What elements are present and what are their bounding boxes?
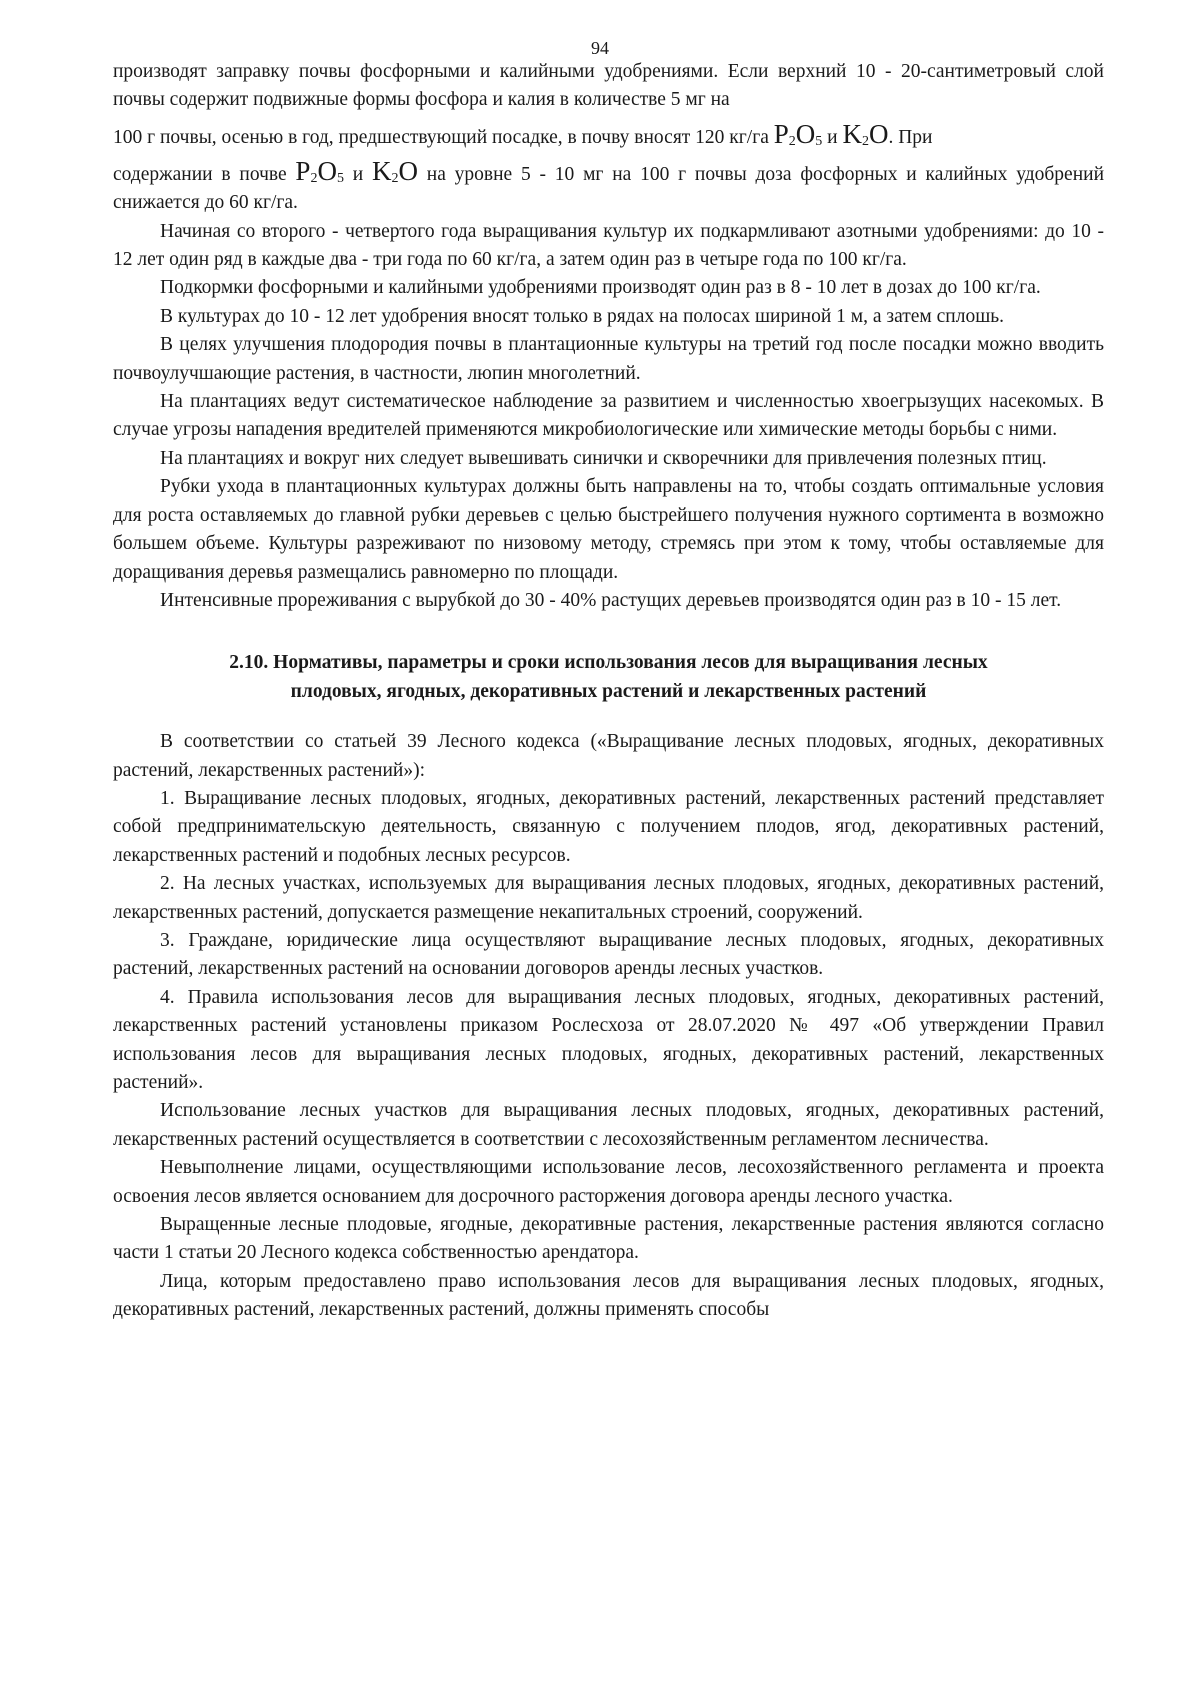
paragraph: Интенсивные прореживания с вырубкой до 30 - 40% растущих деревьев производятся один раз в 10 - 15 лет. xyxy=(160,589,1062,611)
paragraph: Выращенные лесные плодовые, ягодные, декоративные растения, лекарственные растения являются согласно части 1 статьи 20 Лесного кодекса собственностью арендатора. xyxy=(113,1214,1104,1264)
text-run: 100 г почвы, осенью в год, предшествующий посадке, в почву вносят 120 кг/га xyxy=(113,126,769,148)
paragraph: В целях улучшения плодородия почвы в плантационные культуры на третий год после посадки можно вводить почвоулучшающие растения, в частности, люпин многолетний. xyxy=(113,334,1104,384)
chem-subscript: 2 xyxy=(788,133,796,149)
paragraph-formula-1 xyxy=(113,115,1104,157)
text-run: и xyxy=(827,126,838,148)
paragraph: 4. Правила использования лесов для выращивания лесных плодовых, ягодных, декоративных растений, лекарственных растений установлены приказом Рослесхоза от 28.07.2020 № 497 «Об утверждении Правил использования лесов для выращивания лесных плодовых, ягодных, декоративных растений, лекарственных растений». xyxy=(113,986,1104,1093)
section-heading-line: 2.10. Нормативы, параметры и сроки использования лесов для выращивания лесных xyxy=(229,652,988,674)
paragraph: 2. На лесных участках, используемых для выращивания лесных плодовых, ягодных, декоративных растений, лекарственных растений, допускается размещение некапитальных строений, сооружений. xyxy=(113,873,1104,923)
body-text xyxy=(113,58,1104,1325)
chem-symbol: P xyxy=(295,155,311,186)
chem-subscript: 5 xyxy=(815,133,823,149)
paragraph: производят заправку почвы фосфорными и калийными удобрениями. Если верхний 10 - 20-сантиметровый слой почвы содержит подвижные формы фосфора и калия в количестве 5 мг на xyxy=(113,61,1104,111)
chem-subscript: 2 xyxy=(861,133,869,149)
paragraph: На плантациях и вокруг них следует вывешивать синички и скворечники для привлечения полезных птиц. xyxy=(160,447,1047,469)
text-run: содержании в почве xyxy=(113,163,287,185)
paragraph: 1. Выращивание лесных плодовых, ягодных, декоративных растений, лекарственных растений представляет собой предпринимательскую деятельность, связанную с получением плодов, ягод, декоративных растений, лекарственных растений и подобных лесных ресурсов. xyxy=(113,787,1104,866)
chem-symbol: P xyxy=(773,118,789,149)
section-heading-line: плодовых, ягодных, декоративных растений и лекарственных растений xyxy=(290,680,927,702)
paragraph: Начиная со второго - четвертого года выращивания культур их подкармливают азотными удобрениями: до 10 - 12 лет один ряд в каждые два - три года по 60 кг/га, а затем один раз в четыре года по 100 кг/га. xyxy=(113,220,1104,271)
paragraph: На плантациях ведут систематическое наблюдение за развитием и численностью хвоегрызущих насекомых. В случае угрозы нападения вредителей применяются микробиологические или химические методы борьбы с ними. xyxy=(113,391,1104,441)
chem-symbol: K xyxy=(371,155,392,186)
paragraph: Использование лесных участков для выращивания лесных плодовых, ягодных, декоративных растений, лекарственных растений осуществляется в соответствии с лесохозяйственным регламентом лесничества. xyxy=(113,1100,1104,1150)
chem-symbol: K xyxy=(842,118,862,149)
text-run: и xyxy=(352,163,364,185)
chem-subscript: 5 xyxy=(336,170,344,186)
paragraph: 3. Граждане, юридические лица осуществляют выращивание лесных плодовых, ягодных, декоративных растений, лекарственных растений на основании договоров аренды лесных участков. xyxy=(113,929,1104,980)
paragraph: Лица, которым предоставлено право использования лесов для выращивания лесных плодовых, ягодных, декоративных растений, лекарственных растений, должны применять способы xyxy=(113,1270,1104,1321)
paragraph: В культурах до 10 - 12 лет удобрения вносят только в рядах на полосах шириной 1 м, а затем сплошь. xyxy=(160,305,1004,327)
chem-subscript: 2 xyxy=(310,170,318,186)
formula-k2o xyxy=(842,119,888,149)
chem-symbol: O xyxy=(795,118,816,149)
chem-subscript: 2 xyxy=(391,170,399,186)
formula-k2o xyxy=(372,156,418,186)
chem-symbol: O xyxy=(398,155,418,186)
page-number: 94 xyxy=(591,38,609,58)
paragraph: Подкормки фосфорными и калийными удобрениями производят один раз в 8 - 10 лет в дозах до 100 кг/га. xyxy=(160,277,1041,299)
paragraph-formula-2 xyxy=(113,157,1104,218)
chem-symbol: O xyxy=(868,118,889,149)
chem-symbol: O xyxy=(317,155,337,186)
section-heading xyxy=(121,649,1096,706)
paragraph: Рубки ухода в плантационных культурах должны быть направлены на то, чтобы создать оптимальные условия для роста оставляемых до главной рубки деревьев с целью быстрейшего получения нужного сортимента в возможно большем объеме. Культуры разреживают по низовому методу, стремясь при этом к тому, чтобы оставляемые для доращивания деревья размещались равномерно по площади. xyxy=(113,476,1104,583)
paragraph: Невыполнение лицами, осуществляющими использование лесов, лесохозяйственного регламента и проекта освоения лесов является основанием для досрочного расторжения договора аренды лесного участка. xyxy=(113,1157,1104,1207)
paragraph: В соответствии со статьей 39 Лесного кодекса («Выращивание лесных плодовых, ягодных, декоративных растений, лекарственных растений»): xyxy=(113,731,1104,781)
text-run: . При xyxy=(888,126,933,148)
text-run: на уровне 5 - 10 мг на 100 г почвы доза фосфорных и калийных удобрений снижается до 60 кг/га. xyxy=(113,163,1105,214)
formula-p2o5 xyxy=(295,156,344,186)
formula-p2o5 xyxy=(774,119,823,149)
